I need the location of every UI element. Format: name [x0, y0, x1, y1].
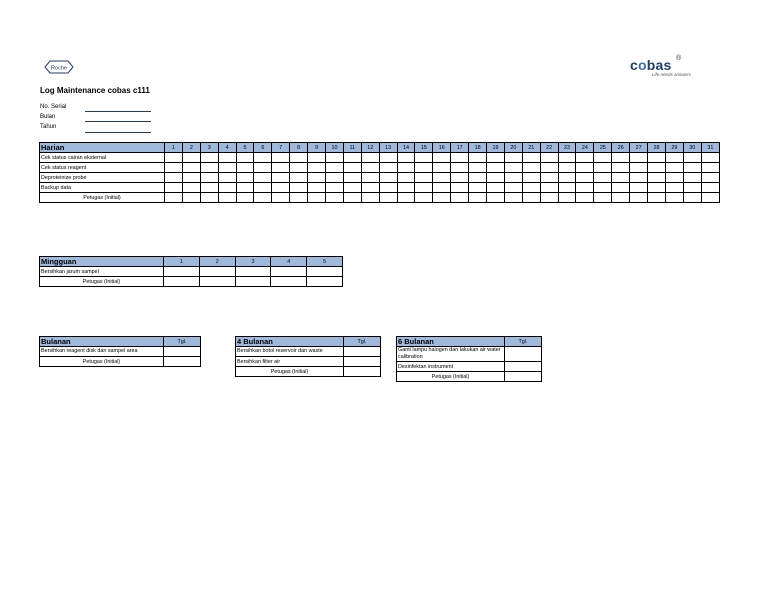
mingguan-initial-cell: [199, 277, 235, 287]
enam-bulanan-date-cell: [505, 347, 542, 362]
empat-bulanan-petugas-row: [236, 367, 381, 377]
harian-initial-cell: [236, 193, 254, 203]
harian-col-24: 24: [576, 143, 594, 153]
svg-text:Roche: Roche: [51, 65, 67, 72]
harian-initial-cell: [361, 193, 379, 203]
mingguan-petugas-label: Petugas (Initial): [40, 277, 164, 287]
harian-check-cell: [254, 183, 272, 193]
harian-check-cell: [540, 183, 558, 193]
harian-col-27: 27: [630, 143, 648, 153]
harian-check-cell: [165, 153, 183, 163]
empat-bulanan-task-label: Bersihkan filter air: [236, 357, 344, 367]
harian-col-25: 25: [594, 143, 612, 153]
harian-check-cell: [630, 183, 648, 193]
harian-check-cell: [594, 153, 612, 163]
harian-initial-cell: [469, 193, 487, 203]
harian-check-cell: [451, 173, 469, 183]
harian-task-row: [40, 183, 720, 193]
harian-check-cell: [165, 173, 183, 183]
harian-check-cell: [326, 183, 344, 193]
enam-bulanan-date-col: Tgl.: [505, 337, 542, 347]
harian-col-18: 18: [469, 143, 487, 153]
harian-initial-cell: [612, 193, 630, 203]
empat-bulanan-date-cell: [344, 357, 381, 367]
mingguan-initial-cell: [271, 277, 307, 287]
harian-check-cell: [540, 153, 558, 163]
harian-check-cell: [272, 163, 290, 173]
harian-task-label: Deproteinize probe: [40, 173, 165, 183]
mingguan-task-label: Bersihkan jarum sampel: [40, 267, 164, 277]
meta-label-bulan: Bulan: [40, 114, 56, 120]
harian-col-9: 9: [308, 143, 326, 153]
enam-bulanan-header-row: [397, 337, 542, 347]
harian-check-cell: [665, 173, 683, 183]
harian-check-cell: [469, 163, 487, 173]
bulanan-title: Bulanan: [40, 337, 164, 347]
mingguan-title: Mingguan: [40, 257, 164, 267]
empat-bulanan-title: 4 Bulanan: [236, 337, 344, 347]
mingguan-check-cell: [271, 267, 307, 277]
harian-check-cell: [522, 153, 540, 163]
harian-check-cell: [236, 183, 254, 193]
empat-bulanan-header-row: [236, 337, 381, 347]
mingguan-check-cell: [307, 267, 343, 277]
enam-bulanan-task-label: Ganti lampu halogen dan lakukan air water calibration: [397, 347, 505, 362]
harian-check-cell: [254, 173, 272, 183]
mingguan-initial-cell: [164, 277, 200, 287]
harian-check-cell: [415, 163, 433, 173]
harian-check-cell: [504, 163, 522, 173]
harian-check-cell: [200, 153, 218, 163]
mingguan-check-cell: [199, 267, 235, 277]
harian-check-cell: [182, 173, 200, 183]
harian-check-cell: [290, 173, 308, 183]
harian-check-cell: [397, 163, 415, 173]
harian-check-cell: [433, 183, 451, 193]
harian-check-cell: [558, 173, 576, 183]
harian-check-cell: [218, 153, 236, 163]
empat-bulanan-petugas-label: Petugas (Initial): [236, 367, 344, 377]
harian-initial-cell: [272, 193, 290, 203]
harian-check-cell: [540, 173, 558, 183]
harian-initial-cell: [415, 193, 433, 203]
cobas-wordmark: cobas: [630, 57, 672, 73]
harian-col-14: 14: [397, 143, 415, 153]
mingguan-col-4: 4: [271, 257, 307, 267]
harian-col-29: 29: [665, 143, 683, 153]
empat-bulanan-initial-cell: [344, 367, 381, 377]
harian-initial-cell: [701, 193, 719, 203]
harian-col-23: 23: [558, 143, 576, 153]
harian-col-2: 2: [182, 143, 200, 153]
harian-check-cell: [558, 163, 576, 173]
harian-initial-cell: [558, 193, 576, 203]
harian-check-cell: [540, 163, 558, 173]
harian-col-11: 11: [343, 143, 361, 153]
harian-check-cell: [683, 153, 701, 163]
harian-check-cell: [469, 153, 487, 163]
harian-check-cell: [504, 183, 522, 193]
bulanan-initial-cell: [164, 357, 201, 367]
harian-check-cell: [343, 183, 361, 193]
harian-initial-cell: [683, 193, 701, 203]
harian-header-row: [40, 143, 720, 153]
harian-initial-cell: [451, 193, 469, 203]
cobas-logo: [630, 57, 700, 81]
harian-check-cell: [612, 183, 630, 193]
harian-check-cell: [576, 173, 594, 183]
harian-col-30: 30: [683, 143, 701, 153]
enam-bulanan-date-cell: [505, 362, 542, 372]
harian-check-cell: [236, 173, 254, 183]
harian-check-cell: [308, 163, 326, 173]
harian-col-6: 6: [254, 143, 272, 153]
harian-task-label: Cek status cairan eksternal: [40, 153, 165, 163]
harian-initial-cell: [648, 193, 666, 203]
harian-check-cell: [379, 183, 397, 193]
bulanan-date-cell: [164, 347, 201, 357]
cobas-tagline: Life needs answers: [652, 72, 691, 77]
harian-check-cell: [218, 183, 236, 193]
harian-check-cell: [218, 163, 236, 173]
harian-col-21: 21: [522, 143, 540, 153]
harian-initial-cell: [308, 193, 326, 203]
mingguan-col-2: 2: [199, 257, 235, 267]
harian-petugas-label: Petugas (Initial): [40, 193, 165, 203]
harian-check-cell: [254, 153, 272, 163]
harian-col-12: 12: [361, 143, 379, 153]
harian-col-8: 8: [290, 143, 308, 153]
harian-initial-cell: [576, 193, 594, 203]
harian-check-cell: [648, 153, 666, 163]
harian-check-cell: [630, 163, 648, 173]
harian-task-label: Cek status reagent: [40, 163, 165, 173]
mingguan-initial-cell: [235, 277, 271, 287]
harian-check-cell: [415, 183, 433, 193]
harian-table: [39, 142, 720, 203]
harian-task-label: Backup data: [40, 183, 165, 193]
bulanan-header-row: [40, 337, 201, 347]
empat-bulanan-task-row: [236, 347, 381, 357]
mingguan-col-5: 5: [307, 257, 343, 267]
harian-check-cell: [326, 173, 344, 183]
harian-check-cell: [200, 183, 218, 193]
harian-check-cell: [469, 183, 487, 193]
harian-check-cell: [361, 163, 379, 173]
mingguan-col-1: 1: [164, 257, 200, 267]
harian-check-cell: [433, 163, 451, 173]
harian-check-cell: [522, 183, 540, 193]
harian-check-cell: [594, 163, 612, 173]
harian-check-cell: [451, 163, 469, 173]
harian-check-cell: [594, 173, 612, 183]
harian-check-cell: [576, 163, 594, 173]
harian-check-cell: [701, 173, 719, 183]
harian-check-cell: [504, 153, 522, 163]
harian-check-cell: [326, 163, 344, 173]
harian-check-cell: [397, 183, 415, 193]
harian-check-cell: [182, 153, 200, 163]
harian-initial-cell: [200, 193, 218, 203]
harian-check-cell: [182, 163, 200, 173]
harian-check-cell: [308, 153, 326, 163]
empat-bulanan-date-cell: [344, 347, 381, 357]
harian-check-cell: [200, 173, 218, 183]
harian-check-cell: [630, 153, 648, 163]
harian-initial-cell: [326, 193, 344, 203]
harian-check-cell: [683, 173, 701, 183]
enam-bulanan-title: 6 Bulanan: [397, 337, 505, 347]
harian-initial-cell: [397, 193, 415, 203]
mingguan-header-row: [40, 257, 343, 267]
empat-bulanan-table: [235, 336, 381, 377]
harian-col-28: 28: [648, 143, 666, 153]
harian-check-cell: [254, 163, 272, 173]
harian-check-cell: [451, 153, 469, 163]
harian-initial-cell: [504, 193, 522, 203]
harian-initial-cell: [165, 193, 183, 203]
harian-initial-cell: [433, 193, 451, 203]
harian-col-7: 7: [272, 143, 290, 153]
harian-check-cell: [218, 173, 236, 183]
mingguan-initial-cell: [307, 277, 343, 287]
harian-check-cell: [272, 173, 290, 183]
harian-check-cell: [469, 173, 487, 183]
harian-check-cell: [648, 183, 666, 193]
bulanan-task-row: [40, 347, 201, 357]
harian-check-cell: [487, 173, 505, 183]
mingguan-table: [39, 256, 343, 287]
meta-label-serial: No. Serial: [40, 104, 67, 110]
harian-check-cell: [290, 183, 308, 193]
enam-bulanan-table: [396, 336, 542, 382]
harian-task-row: [40, 163, 720, 173]
harian-check-cell: [487, 153, 505, 163]
meta-line-tahun: [85, 132, 151, 133]
harian-check-cell: [361, 183, 379, 193]
harian-initial-cell: [182, 193, 200, 203]
harian-check-cell: [236, 153, 254, 163]
page-title: Log Maintenance cobas c111: [40, 86, 150, 95]
harian-check-cell: [701, 153, 719, 163]
harian-col-20: 20: [504, 143, 522, 153]
harian-initial-cell: [594, 193, 612, 203]
enam-bulanan-initial-cell: [505, 372, 542, 382]
harian-check-cell: [612, 163, 630, 173]
harian-col-15: 15: [415, 143, 433, 153]
harian-check-cell: [397, 173, 415, 183]
mingguan-petugas-row: [40, 277, 343, 287]
registered-mark: ®: [676, 55, 682, 62]
harian-col-5: 5: [236, 143, 254, 153]
harian-col-3: 3: [200, 143, 218, 153]
harian-check-cell: [361, 153, 379, 163]
harian-check-cell: [415, 153, 433, 163]
harian-check-cell: [487, 163, 505, 173]
harian-initial-cell: [379, 193, 397, 203]
harian-check-cell: [648, 173, 666, 183]
harian-check-cell: [308, 183, 326, 193]
mingguan-task-row: [40, 267, 343, 277]
harian-task-row: [40, 153, 720, 163]
harian-check-cell: [665, 163, 683, 173]
harian-col-16: 16: [433, 143, 451, 153]
harian-check-cell: [397, 153, 415, 163]
harian-check-cell: [665, 183, 683, 193]
harian-initial-cell: [290, 193, 308, 203]
harian-check-cell: [290, 163, 308, 173]
harian-check-cell: [272, 153, 290, 163]
harian-check-cell: [290, 153, 308, 163]
harian-title: Harian: [40, 143, 165, 153]
bulanan-date-col: Tgl.: [164, 337, 201, 347]
harian-check-cell: [200, 163, 218, 173]
harian-check-cell: [612, 153, 630, 163]
harian-initial-cell: [254, 193, 272, 203]
bulanan-petugas-row: [40, 357, 201, 367]
harian-col-22: 22: [540, 143, 558, 153]
harian-task-row: [40, 173, 720, 183]
harian-check-cell: [558, 183, 576, 193]
enam-bulanan-task-row: [397, 347, 542, 362]
harian-check-cell: [576, 153, 594, 163]
harian-check-cell: [182, 183, 200, 193]
harian-col-31: 31: [701, 143, 719, 153]
harian-check-cell: [343, 153, 361, 163]
harian-initial-cell: [218, 193, 236, 203]
harian-check-cell: [236, 163, 254, 173]
harian-check-cell: [487, 183, 505, 193]
bulanan-table: [39, 336, 201, 367]
harian-check-cell: [701, 163, 719, 173]
harian-col-4: 4: [218, 143, 236, 153]
harian-check-cell: [165, 183, 183, 193]
harian-check-cell: [522, 163, 540, 173]
harian-col-19: 19: [487, 143, 505, 153]
empat-bulanan-date-col: Tgl.: [344, 337, 381, 347]
enam-bulanan-petugas-row: [397, 372, 542, 382]
mingguan-check-cell: [235, 267, 271, 277]
harian-check-cell: [343, 163, 361, 173]
harian-petugas-row: [40, 193, 720, 203]
empat-bulanan-task-label: Bersihkan botol reservoir dan waste: [236, 347, 344, 357]
harian-check-cell: [379, 163, 397, 173]
harian-initial-cell: [343, 193, 361, 203]
harian-check-cell: [683, 183, 701, 193]
harian-check-cell: [379, 173, 397, 183]
harian-initial-cell: [665, 193, 683, 203]
harian-check-cell: [451, 183, 469, 193]
harian-check-cell: [701, 183, 719, 193]
harian-check-cell: [612, 173, 630, 183]
roche-logo: [44, 60, 74, 74]
harian-check-cell: [576, 183, 594, 193]
meta-line-bulan: [85, 121, 151, 122]
harian-initial-cell: [540, 193, 558, 203]
harian-check-cell: [165, 163, 183, 173]
harian-check-cell: [433, 173, 451, 183]
harian-col-13: 13: [379, 143, 397, 153]
harian-col-17: 17: [451, 143, 469, 153]
bulanan-petugas-label: Petugas (Initial): [40, 357, 164, 367]
harian-check-cell: [308, 173, 326, 183]
harian-check-cell: [504, 173, 522, 183]
harian-initial-cell: [487, 193, 505, 203]
harian-check-cell: [379, 153, 397, 163]
harian-col-10: 10: [326, 143, 344, 153]
meta-line-serial: [85, 111, 151, 112]
harian-col-26: 26: [612, 143, 630, 153]
harian-check-cell: [326, 153, 344, 163]
harian-check-cell: [415, 173, 433, 183]
harian-check-cell: [272, 183, 290, 193]
empat-bulanan-task-row: [236, 357, 381, 367]
harian-check-cell: [361, 173, 379, 183]
enam-bulanan-task-label: Desinfektan instrument: [397, 362, 505, 372]
harian-check-cell: [558, 153, 576, 163]
mingguan-col-3: 3: [235, 257, 271, 267]
harian-check-cell: [594, 183, 612, 193]
harian-check-cell: [343, 173, 361, 183]
harian-check-cell: [648, 163, 666, 173]
harian-check-cell: [433, 153, 451, 163]
harian-check-cell: [683, 163, 701, 173]
meta-label-tahun: Tahun: [40, 124, 57, 130]
enam-bulanan-task-row: [397, 362, 542, 372]
harian-check-cell: [665, 153, 683, 163]
harian-check-cell: [522, 173, 540, 183]
harian-col-1: 1: [165, 143, 183, 153]
enam-bulanan-petugas-label: Petugas (Initial): [397, 372, 505, 382]
harian-initial-cell: [522, 193, 540, 203]
harian-check-cell: [630, 173, 648, 183]
harian-initial-cell: [630, 193, 648, 203]
bulanan-task-label: Bersihkan reagent disk dan sampel area: [40, 347, 164, 357]
mingguan-check-cell: [164, 267, 200, 277]
